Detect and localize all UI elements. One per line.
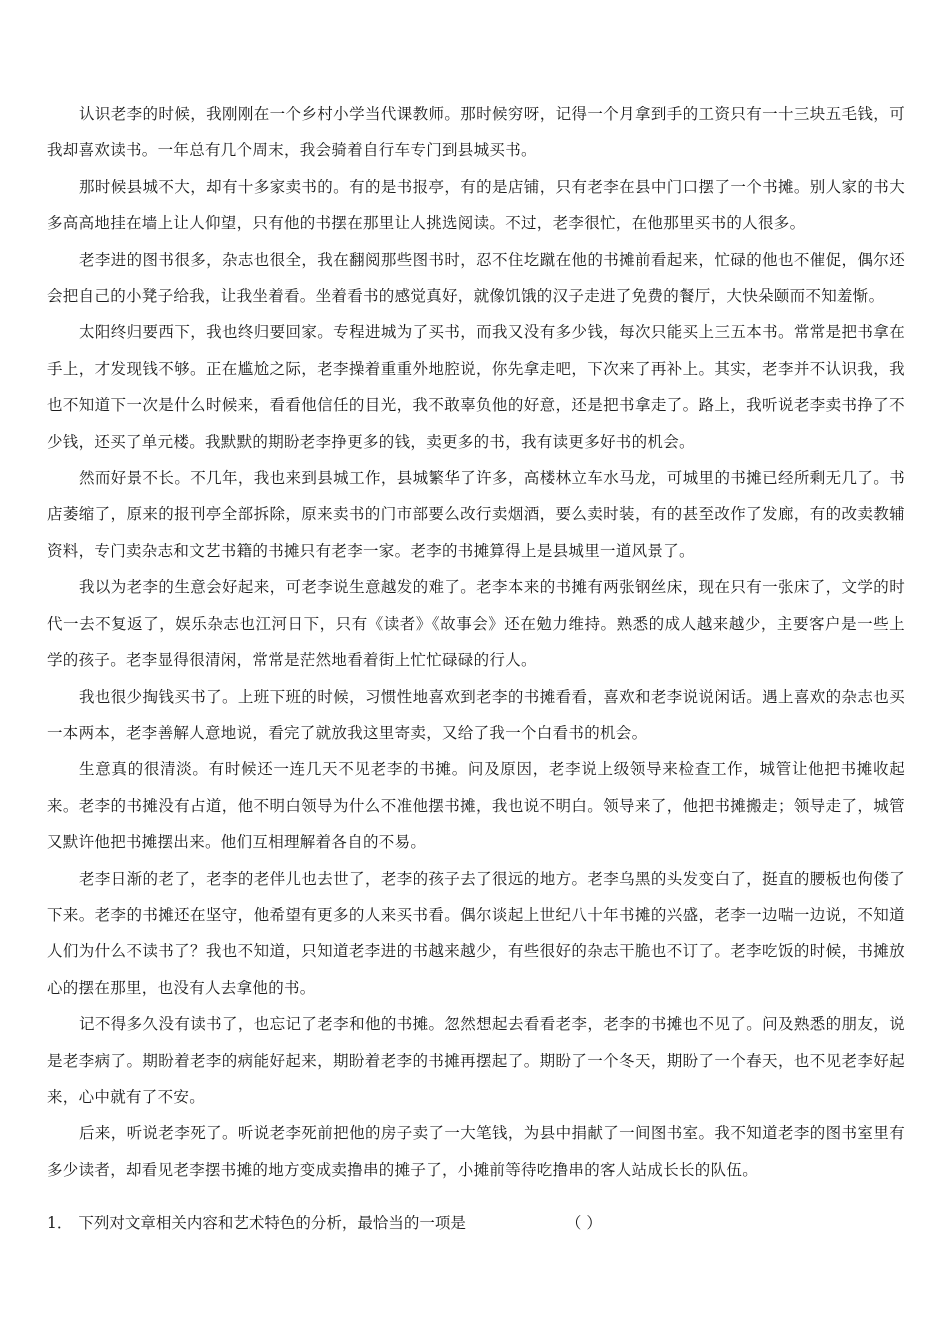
- question-number: 1．: [47, 1214, 73, 1232]
- paragraph-11: 后来，听说老李死了。听说老李死前把他的房子卖了一大笔钱，为县中捐献了一间图书室。我不知道老李的图书室里有多少读者，却看见老李摆书摊的地方变成卖撸串的摊子了，小摊前等待吃撸串的客人站成长长的队伍。: [47, 1124, 905, 1179]
- paragraph-3: 老李进的图书很多，杂志也很全，我在翻阅那些图书时，忍不住圪蹴在他的书摊前看起来，忙碌的他也不催促，偶尔还会把自己的小凳子给我，让我坐着看。坐着看书的感觉真好，就像饥饿的汉子走进了免费的餐厅，大快朵颐而不知羞惭。: [47, 250, 905, 306]
- answer-bracket[interactable]: （ ）: [565, 1214, 602, 1232]
- paragraph-6: 我以为老李的生意会好起来，可老李说生意越发的难了。老李本来的书摊有两张钢丝床，现在只有一张床了，文学的时代一去不复返了，娱乐杂志也江河日下，只有《读者》《故事会》还在勉力维持。熟悉的成人越来越少，主要客户是一些上学的孩子。老李显得很清闲，常常是茫然地看着街上忙忙碌碌的行人。: [47, 578, 905, 670]
- paragraph-2: 那时候县城不大，却有十多家卖书的。有的是书报亭，有的是店铺，只有老李在县中门口摆了一个书摊。别人家的书大多高高地挂在墙上让人仰望，只有他的书摆在那里让人挑选阅读。不过，老李很忙，在他那里买书的人很多。: [47, 177, 905, 233]
- paragraph-9: 老李日渐的老了，老李的老伴儿也去世了，老李的孩子去了很远的地方。老李乌黑的头发变白了，挺直的腰板也佝偻了下来。老李的书摊还在坚守，他希望有更多的人来买书看。偶尔谈起上世纪八十年书摊的兴盛，老李一边喘一边说，不知道人们为什么不读书了？我也不知道，只知道老李进的书越来越少，有些很好的杂志干脆也不订了。老李吃饭的时候，书摊放心的摆在那里，也没有人去拿他的书。: [47, 869, 905, 997]
- paragraph-7: 我也很少掏钱买书了。上班下班的时候，习惯性地喜欢到老李的书摊看看，喜欢和老李说说闲话。遇上喜欢的杂志也买一本两本，老李善解人意地说，看完了就放我这里寄卖，又给了我一个白看书的机会。: [47, 687, 905, 742]
- question-text: 下列对文章相关内容和艺术特色的分析，最恰当的一项是: [78, 1214, 466, 1232]
- paragraph-4: 太阳终归要西下，我也终归要回家。专程进城为了买书，而我又没有多少钱，每次只能买上三五本书。常常是把书拿在手上，才发现钱不够。正在尴尬之际，老李操着重重外地腔说，你先拿走吧，下次来了再补上。其实，老李并不认识我，我也不知道下一次是什么时候来，看看他信任的目光，我不敢辜负他的好意，还是把书拿走了。路上，我听说老李卖书挣了不少钱，还买了单元楼。我默默的期盼老李挣更多的钱，卖更多的书，我有读更多好书的机会。: [47, 323, 905, 451]
- question-1: [47, 1209, 905, 1237]
- paragraph-10: 记不得多久没有读书了，也忘记了老李和他的书摊。忽然想起去看看老李，老李的书摊也不见了。问及熟悉的朋友，说是老李病了。期盼着老李的病能好起来，期盼着老李的书摊再摆起了。期盼了一个冬天，期盼了一个春天，也不见老李好起来，心中就有了不安。: [47, 1015, 905, 1106]
- paragraph-8: 生意真的很清淡。有时候还一连几天不见老李的书摊。问及原因，老李说上级领导来检查工作，城管让他把书摊收起来。老李的书摊没有占道，他不明白领导为什么不准他摆书摊，我也说不明白。领导来了，他把书摊搬走；领导走了，城管又默许他把书摊摆出来。他们互相理解着各自的不易。: [47, 760, 905, 852]
- paragraph-5: 然而好景不长。不几年，我也来到县城工作，县城繁华了许多，高楼林立车水马龙，可城里的书摊已经所剩无几了。书店萎缩了，原来的报刊亭全部拆除，原来卖书的门市部要么改行卖烟酒，要么卖时装，有的甚至改作了发廊，有的改卖教辅资料，专门卖杂志和文艺书籍的书摊只有老李一家。老李的书摊算得上是县城里一道风景了。: [47, 469, 905, 560]
- paragraph-1: 认识老李的时候，我刚刚在一个乡村小学当代课教师。那时候穷呀，记得一个月拿到手的工资只有一十三块五毛钱，可我却喜欢读书。一年总有几个周末，我会骑着自行车专门到县城买书。: [47, 105, 905, 160]
- article-body: [47, 96, 905, 1188]
